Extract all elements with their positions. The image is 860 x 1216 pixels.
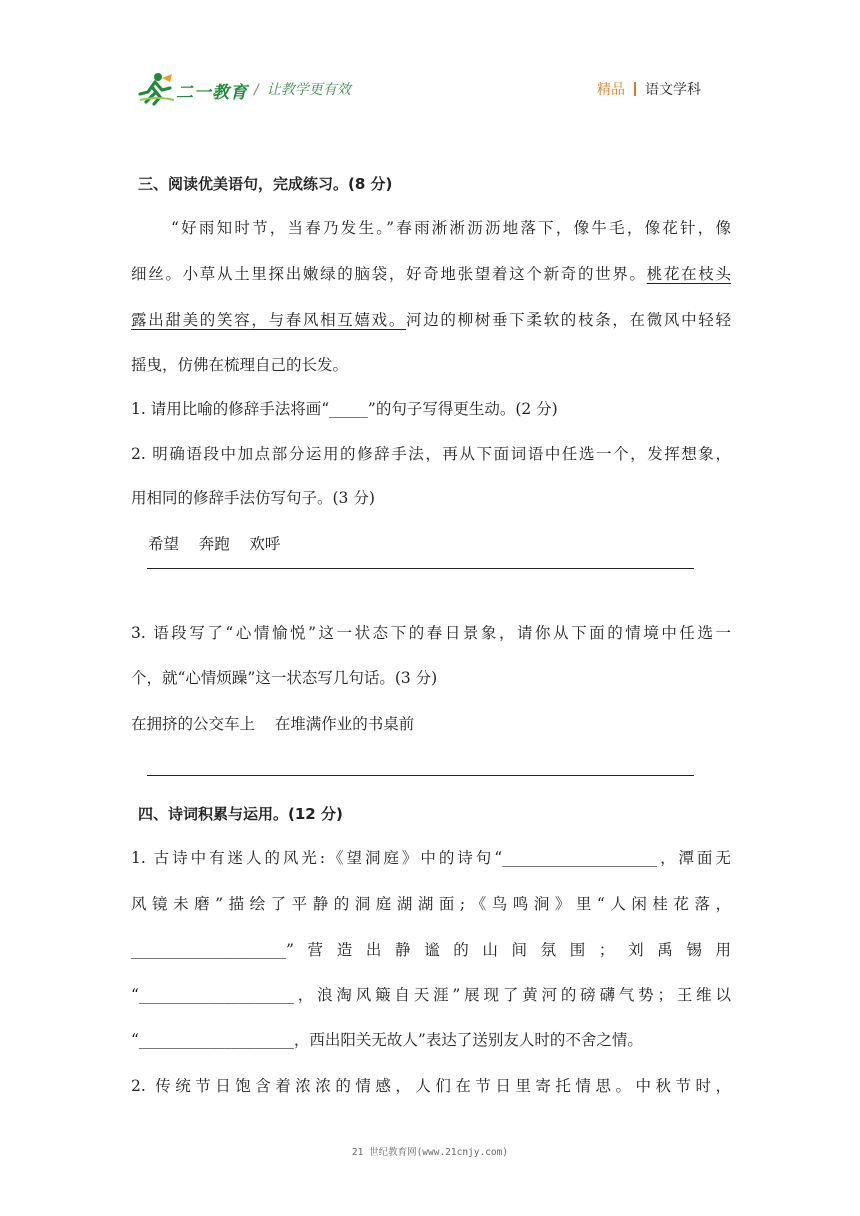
word-choices: 希望 奔跑 欢呼 bbox=[148, 535, 281, 553]
question-4-1-line-3: ____________________”营造出静谧的山间氛围；刘禹锡用 bbox=[131, 941, 731, 959]
question-3-3-line-2: 个，就“心情烦躁”这一状态写几句话。(3 分) bbox=[131, 669, 438, 687]
answer-line[interactable] bbox=[147, 775, 694, 776]
page-header bbox=[0, 0, 860, 120]
divider bbox=[634, 82, 636, 96]
question-4-1-line-1: 1. 古诗中有迷人的风光:《望洞庭》中的诗句“____________________，潭面无 bbox=[131, 849, 731, 867]
section-4-title: 四、诗词积累与运用。(12 分) bbox=[138, 805, 343, 823]
question-3-3-line-1: 3. 语段写了“心情愉悦”这一状态下的春日景象，请你从下面的情境中任选一 bbox=[131, 624, 731, 642]
question-4-1-line-5: “____________________，西出阳关无故人”表达了送别友人时的不舍之情。 bbox=[131, 1031, 643, 1049]
passage-text: 河边的柳树垂下柔软的枝条，在微风中轻轻 bbox=[406, 311, 731, 329]
passage-text: 细丝。小草从土里探出嫩绿的脑袋，好奇地张望着这个新奇的世界。 bbox=[131, 265, 647, 283]
section-3-title: 三、阅读优美语句，完成练习。(8 分) bbox=[138, 175, 393, 193]
passage-line-2 bbox=[131, 264, 731, 284]
question-3-2-line-1: 2. 明确语段中加点部分运用的修辞手法，再从下面词语中任选一个，发挥想象， bbox=[131, 445, 731, 463]
slogan-text: 让教学更有效 bbox=[266, 82, 351, 98]
underlined-sentence-part-1: 桃花在枝头 bbox=[646, 265, 731, 283]
passage-line-1: “好雨知时节，当春乃发生。”春雨淅淅沥沥地落下，像牛毛，像花针，像 bbox=[171, 219, 731, 237]
slogan: / 让教学更有效 bbox=[254, 82, 351, 98]
answer-line[interactable] bbox=[147, 568, 694, 569]
logo-text: 二一教育 bbox=[176, 83, 248, 103]
passage-line-3 bbox=[131, 310, 731, 330]
question-3-1: 1. 请用比喻的修辞手法将画“_____”的句子写得更生动。(2 分) bbox=[131, 400, 558, 418]
quality-label: 精品 bbox=[597, 82, 625, 98]
passage-line-4: 摇曳，仿佛在梳理自己的长发。 bbox=[131, 356, 349, 374]
page-footer: 21 世纪教育网(www.21cnjy.com) bbox=[351, 1147, 509, 1158]
underlined-sentence-part-2: 露出甜美的笑容，与春风相互嬉戏。 bbox=[131, 311, 407, 329]
question-4-1-line-4: “____________________，浪淘风簸自天涯”展现了黄河的磅礴气势；王维以 bbox=[131, 986, 731, 1004]
question-4-1-line-2: 风镜未磨”描绘了平静的洞庭湖湖面;《鸟鸣涧》里“人闲桂花落， bbox=[131, 895, 731, 913]
brand-tag bbox=[597, 79, 701, 99]
question-3-2-line-2: 用相同的修辞手法仿写句子。(3 分) bbox=[131, 489, 375, 507]
subject-label: 语文学科 bbox=[645, 82, 701, 98]
question-4-2-line-1: 2. 传统节日饱含着浓浓的情感，人们在节日里寄托情思。中秋节时， bbox=[131, 1077, 731, 1095]
situation-choices: 在拥挤的公交车上 在堆满作业的书桌前 bbox=[131, 715, 415, 733]
